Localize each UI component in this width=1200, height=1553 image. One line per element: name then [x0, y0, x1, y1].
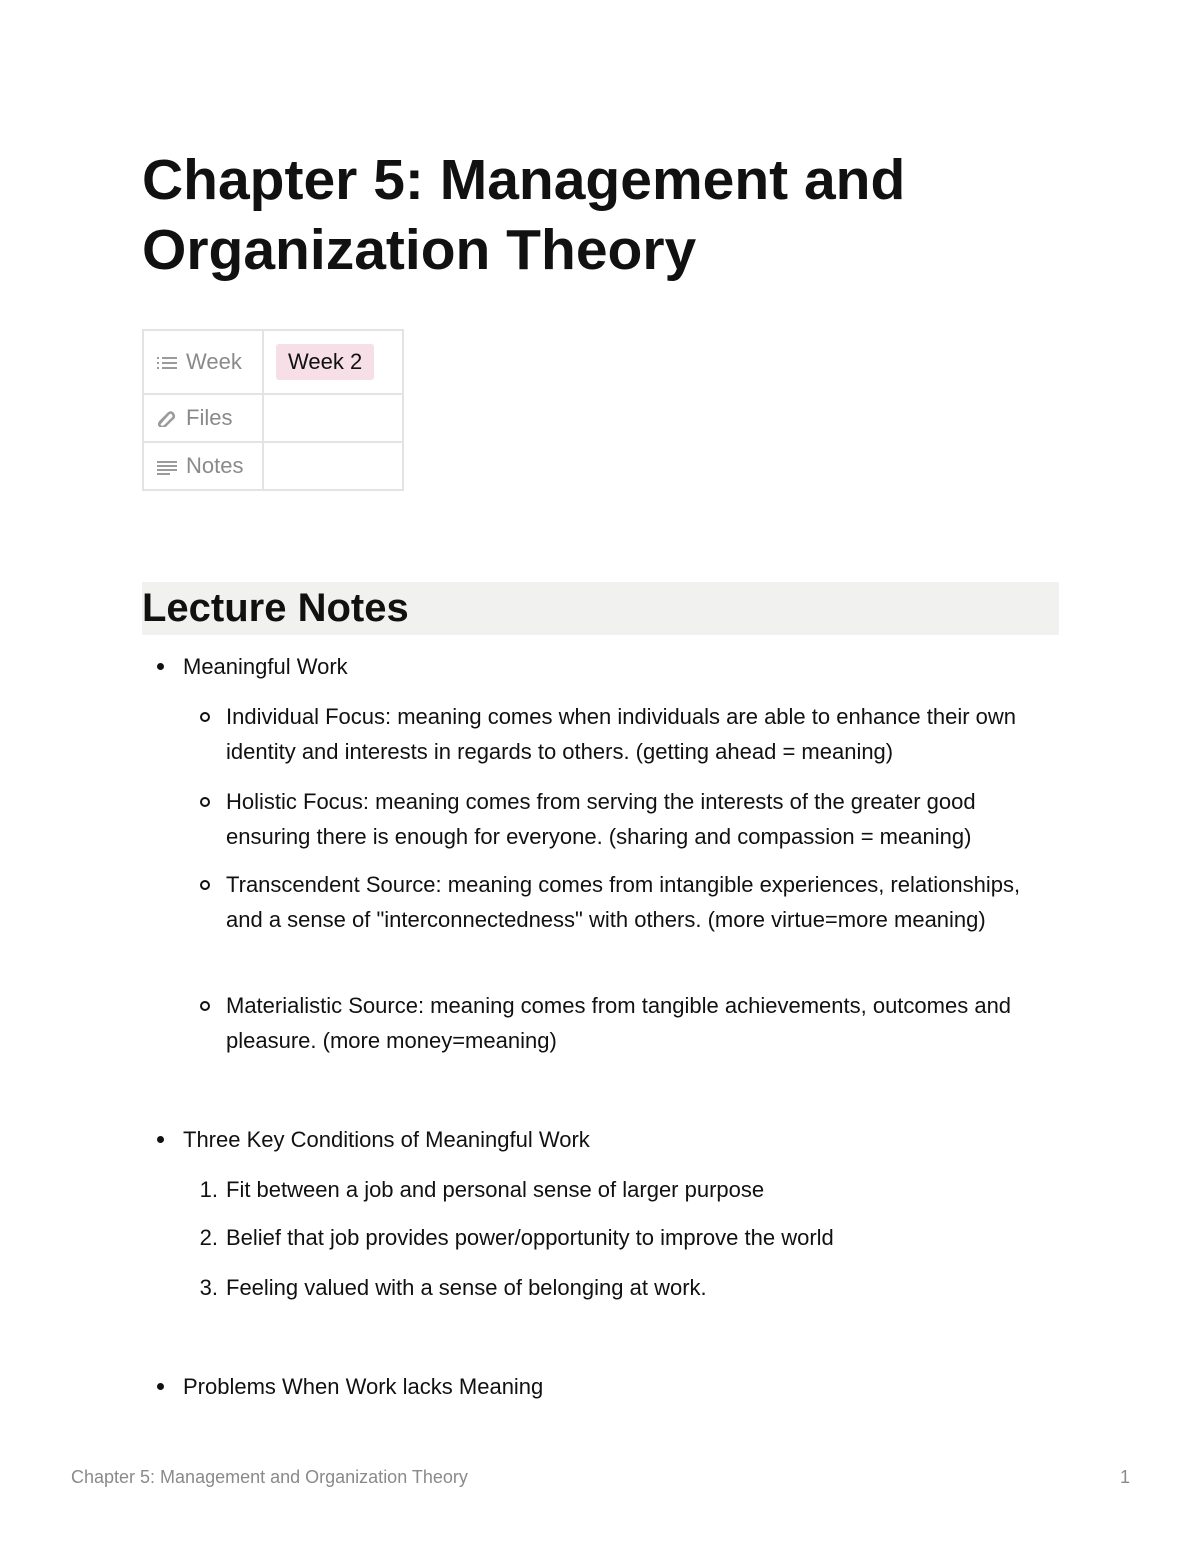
sub-item-materialistic-source: Materialistic Source: meaning comes from tangible achievements, outcomes and pleasure. (more money=meaning) [226, 988, 1041, 1058]
property-value-files[interactable] [263, 394, 403, 442]
property-label-week: Week [186, 349, 242, 374]
numbered-item-2 [199, 1220, 1041, 1255]
bullet-key-conditions: Three Key Conditions of Meaningful Work [183, 1122, 1043, 1157]
section-heading-lecture-notes: Lecture Notes [142, 582, 1059, 635]
footer-title: Chapter 5: Management and Organization Theory [71, 1467, 468, 1487]
property-value-notes[interactable] [263, 442, 403, 490]
paperclip-icon [156, 411, 178, 427]
sub-item-transcendent-source: Transcendent Source: meaning comes from intangible experiences, relationships, and a sense of "interconnectedness" with others. (more virtue=more meaning) [226, 867, 1041, 937]
property-label-notes: Notes [186, 453, 244, 478]
page-title: Chapter 5: Management and Organization Theory [142, 148, 906, 282]
footer-page-number: 1 [1119, 1467, 1130, 1487]
numbered-item-3 [199, 1270, 1041, 1305]
sub-item-holistic-focus: Holistic Focus: meaning comes from serving the interests of the greater good ensuring there is enough for everyone. (sharing and compassion = meaning) [226, 784, 1041, 854]
number-label: 3. [199, 1275, 218, 1300]
week-tag: Week 2 [276, 344, 374, 380]
numbered-item-1 [199, 1172, 1041, 1207]
property-key-files[interactable] [143, 394, 263, 442]
number-label: 2. [199, 1225, 218, 1250]
property-label-files: Files [186, 405, 233, 430]
bullet-meaningful-work: Meaningful Work [183, 649, 1043, 684]
numbered-item-text: Feeling valued with a sense of belonging at work. [226, 1275, 707, 1300]
property-value-week[interactable] [263, 330, 403, 394]
bullet-problems: Problems When Work lacks Meaning [183, 1369, 1043, 1404]
numbered-item-text: Fit between a job and personal sense of larger purpose [226, 1177, 765, 1202]
properties-table [142, 329, 404, 491]
list-icon [156, 355, 178, 371]
property-key-notes[interactable] [143, 442, 263, 490]
property-row-notes [143, 442, 403, 490]
property-row-files [143, 394, 403, 442]
text-lines-icon [156, 459, 178, 475]
numbered-item-text: Belief that job provides power/opportunity to improve the world [226, 1225, 834, 1250]
number-label: 1. [199, 1177, 218, 1202]
property-key-week[interactable] [143, 330, 263, 394]
property-row-week [143, 330, 403, 394]
sub-item-individual-focus: Individual Focus: meaning comes when individuals are able to enhance their own identity and interests in regards to others. (getting ahead = meaning) [226, 699, 1041, 769]
